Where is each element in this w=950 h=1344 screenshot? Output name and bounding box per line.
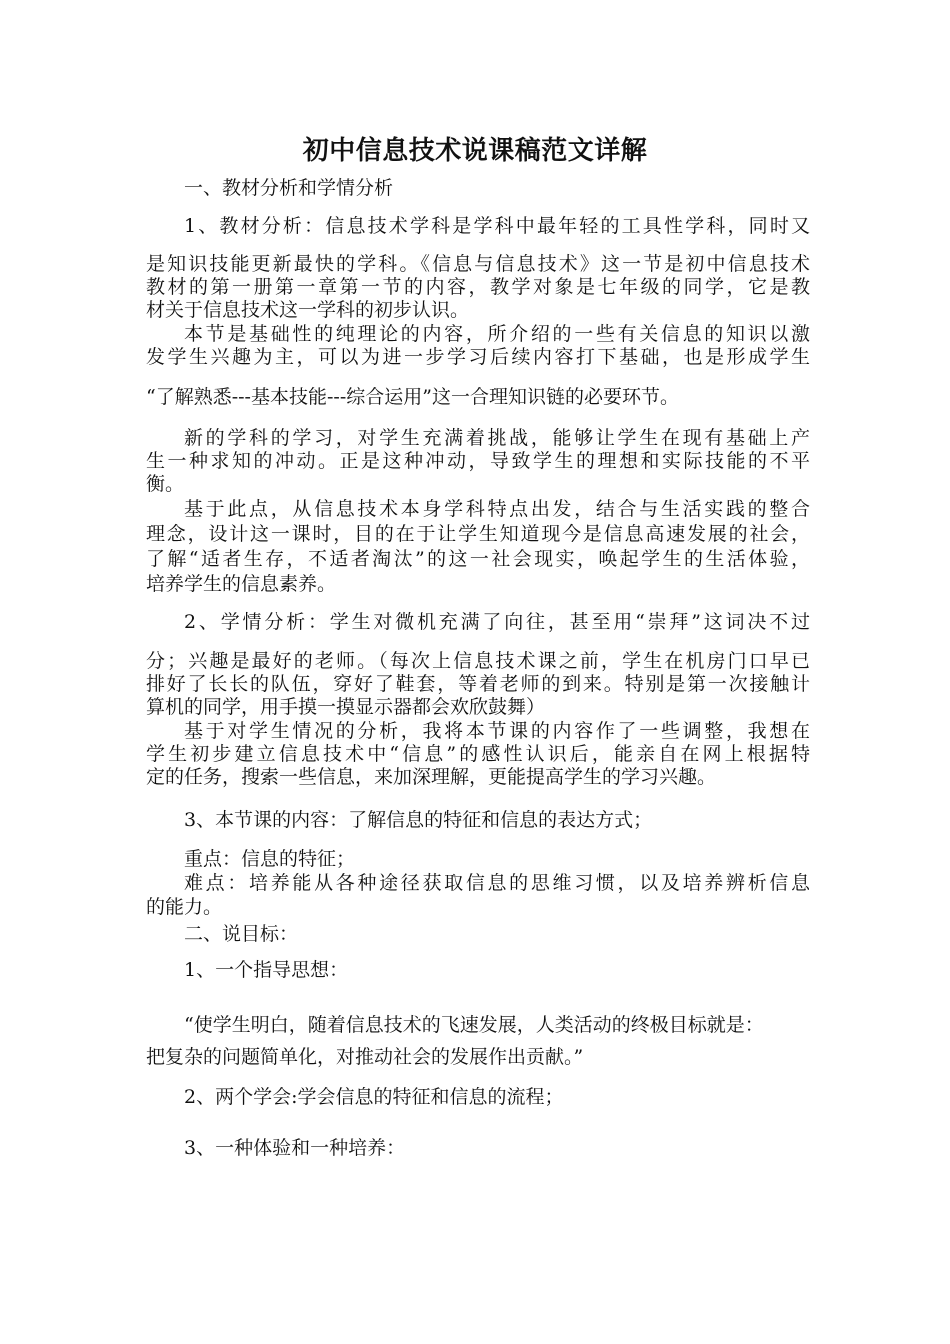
paragraph-line: 基于此点，从信息技术本身学科特点出发，结合与生活实践的整合 (184, 498, 810, 520)
paragraph-line: 发学生兴趣为主，可以为进一步学习后续内容打下基础，也是形成学生 (146, 346, 810, 368)
paragraph-line: 难点：培养能从各种途径获取信息的思维习惯，以及培养辨析信息 (184, 872, 810, 894)
paragraph-line: “了解熟悉---基本技能---综合运用”这一合理知识链的必要环节。 (146, 386, 679, 408)
paragraph-line: 材关于信息技术这一学科的初步认识。 (146, 299, 470, 321)
section-heading: 一、教材分析和学情分析 (184, 177, 394, 199)
paragraph-line: 基于对学生情况的分析，我将本节课的内容作了一些调整，我想在 (184, 720, 810, 742)
paragraph-line: 了解“适者生存，不适者淘汰”的这一社会现实，唤起学生的生活体验， (146, 548, 810, 570)
paragraph-line: 重点：信息的特征； (184, 848, 356, 870)
paragraph-line: 教材的第一册第一章第一节的内容，教学对象是七年级的同学，它是教 (146, 276, 810, 298)
paragraph-line: 2、学情分析：学生对微机充满了向往，甚至用“崇拜”这词决不过 (184, 611, 810, 633)
paragraph-line: 1、一个指导思想： (184, 959, 349, 981)
paragraph-line: 1、教材分析：信息技术学科是学科中最年轻的工具性学科，同时又 (184, 215, 810, 237)
document-title: 初中信息技术说课稿范文详解 (302, 136, 648, 166)
paragraph-line: 衡。 (146, 473, 185, 495)
paragraph-line: 生一种求知的冲动。正是这种冲动，导致学生的理想和实际技能的不平 (146, 450, 810, 472)
paragraph-line: 本节是基础性的纯理论的内容，所介绍的一些有关信息的知识以激 (184, 323, 810, 345)
paragraph-line: 2、两个学会:学会信息的特征和信息的流程； (184, 1086, 564, 1108)
paragraph-line: 3、一种体验和一种培养： (184, 1137, 406, 1159)
paragraph-line: 理念，设计这一课时，目的在于让学生知道现今是信息高速发展的社会， (146, 523, 810, 545)
paragraph-line: 新的学科的学习，对学生充满着挑战，能够让学生在现有基础上产 (184, 427, 810, 449)
paragraph-line: 的能力。 (146, 896, 223, 918)
paragraph-line: 学生初步建立信息技术中“信息”的感性认识后，能亲自在网上根据特 (146, 743, 810, 765)
paragraph-line: 排好了长长的队伍，穿好了鞋套，等着老师的到来。特别是第一次接触计 (146, 673, 810, 695)
paragraph-line: 把复杂的问题简单化，对推动社会的发展作出贡献。” (146, 1046, 584, 1068)
paragraph-line: 3、本节课的内容：了解信息的特征和信息的表达方式； (184, 809, 653, 831)
paragraph-line: 定的任务，搜索一些信息，来加深理解，更能提高学生的学习兴趣。 (146, 766, 717, 788)
paragraph-line: 算机的同学，用手摸一摸显示器都会欢欣鼓舞） (146, 696, 546, 718)
paragraph-line: 分；兴趣是最好的老师。（每次上信息技术课之前，学生在机房门口早已 (146, 650, 810, 672)
section-heading: 二、说目标： (184, 923, 299, 945)
paragraph-line: 是知识技能更新最快的学科。《信息与信息技术》这一节是初中信息技术 (146, 253, 810, 275)
paragraph-line: “使学生明白，随着信息技术的飞速发展，人类活动的终极目标就是： (184, 1014, 764, 1036)
paragraph-line: 培养学生的信息素养。 (146, 573, 337, 595)
